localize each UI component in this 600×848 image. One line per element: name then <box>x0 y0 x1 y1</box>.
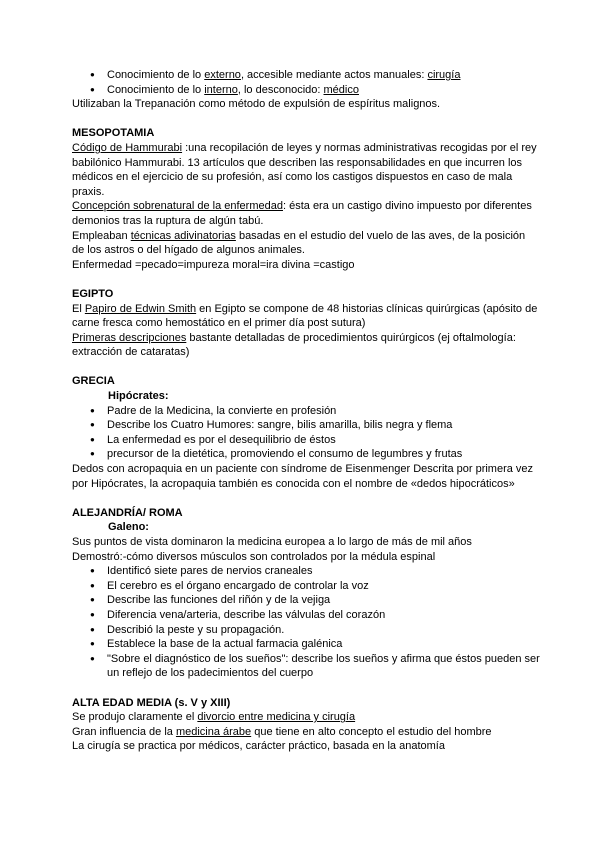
text-underlined: medicina árabe <box>175 725 252 738</box>
roma-list <box>72 564 540 681</box>
text: Empleaban <box>72 229 131 242</box>
list-item: ● Describió la peste y su propagación. <box>107 623 540 638</box>
grecia-list <box>72 404 540 462</box>
paragraph <box>72 141 540 199</box>
text: Gran influencia de la <box>72 725 176 738</box>
section-heading-mesopotamia: MESOPOTAMIA <box>72 127 155 140</box>
list-item <box>107 68 540 83</box>
text-underlined: externo <box>204 69 241 81</box>
paragraph <box>72 710 540 725</box>
list-item: ● Identificó siete pares de nervios craneales <box>107 564 540 579</box>
text-underlined: técnicas adivinatorias <box>130 229 236 242</box>
paragraph <box>72 229 540 258</box>
section-heading-grecia: GRECIA <box>72 375 115 388</box>
subheading-galeno: Galeno: <box>108 521 149 534</box>
text-underlined: divorcio entre medicina y cirugía <box>197 711 356 724</box>
text: , accesible mediante actos manuales: <box>240 69 428 81</box>
list-item: ● precursor de la dietética, promoviendo el consumo de legumbres y frutas <box>107 447 540 462</box>
text: Se produjo claramente el <box>72 711 198 724</box>
list-item: ● Describe los Cuatro Humores: sangre, bilis amarilla, bilis negra y flema <box>107 418 540 433</box>
intro-list <box>72 68 540 97</box>
text: Conocimiento de lo <box>107 83 205 96</box>
paragraph: La cirugía se practica por médicos, carácter práctico, basada en la anatomía <box>72 740 445 753</box>
text: basadas en el estudio del vuelo de las aves, de la posición de los astros o del hígado de algunos animales. <box>72 229 526 257</box>
list-item <box>107 83 540 98</box>
paragraph: Enfermedad =pecado=impureza moral=ira divina =castigo <box>72 258 355 271</box>
paragraph <box>72 725 540 740</box>
text-underlined: Primeras descripciones <box>72 331 187 344</box>
text-underlined: Papiro de Edwin Smith <box>84 302 197 315</box>
text: : ésta era un castigo divino impuesto por diferentes demonios tras la ruptura de algún tabú. <box>72 200 532 227</box>
section-heading-egipto: EGIPTO <box>72 287 114 300</box>
list-item: ● Describe las funciones del riñón y de la vejiga <box>107 593 540 608</box>
list-item: ● Padre de la Medicina, la convierte en profesión <box>107 404 540 419</box>
section-heading-alta-edad-media: ALTA EDAD MEDIA (s. V y XIII) <box>72 696 231 709</box>
paragraph <box>72 199 540 228</box>
paragraph: Utilizaban la Trepanación como método de expulsión de espíritus malignos. <box>72 98 441 111</box>
text: El <box>72 302 85 315</box>
text: en Egipto se compone de 48 historias clínicas quirúrgicas (apósito de carne fresca como hemostático en el primer día post sutura) <box>72 302 538 330</box>
paragraph: Demostró:-cómo diversos músculos son controlados por la médula espinal <box>72 550 436 563</box>
text-underlined: médico <box>323 83 359 96</box>
text-underlined: Concepción sobrenatural de la enfermedad <box>72 200 283 213</box>
text: :una recopilación de leyes y normas administrativas recogidas por el rey babilónico Hammurabi. 13 artículos que describen las responsabilidades en que incurren los médicos en el ejercicio de su profesión, así como los castigos dispuestos en caso de mala praxis. <box>72 141 537 198</box>
subheading-hipocrates: Hipócrates: <box>108 390 169 403</box>
paragraph <box>72 302 540 331</box>
text: bastante detalladas de procedimientos quirúrgicos (ej oftalmología: extracción de cataratas) <box>72 331 516 359</box>
text: , lo desconocido: <box>237 83 324 96</box>
text-underlined: interno <box>204 83 238 96</box>
list-item: ● Establece la base de la actual farmacia galénica <box>107 637 540 652</box>
list-item: ● "Sobre el diagnóstico de los sueños": describe los sueños y afirma que éstos pueden ser un reflejo de los padecimientos del cuerpo <box>107 652 540 681</box>
list-item: ● El cerebro es el órgano encargado de controlar la voz <box>107 579 540 594</box>
list-item: ● La enfermedad es por el desequilibrio de éstos <box>107 433 540 448</box>
paragraph: Dedos con acropaquia en un paciente con síndrome de Eisenmenger Descrita por primera vez por Hipócrates, la acropaquia también es conocida con el nombre de «dedos hipocráticos» <box>72 463 534 490</box>
text: que tiene en alto concepto el estudio del hombre <box>251 725 492 738</box>
text-underlined: cirugía <box>427 69 461 81</box>
text: Conocimiento de lo <box>107 69 205 81</box>
paragraph <box>72 331 540 360</box>
text-underlined: Código de Hammurabi <box>72 141 183 154</box>
paragraph: Sus puntos de vista dominaron la medicina europea a lo largo de más de mil años <box>72 536 472 548</box>
section-heading-roma: ALEJANDRÍA/ ROMA <box>72 506 183 519</box>
list-item: ● Diferencia vena/arteria, describe las válvulas del corazón <box>107 608 540 623</box>
